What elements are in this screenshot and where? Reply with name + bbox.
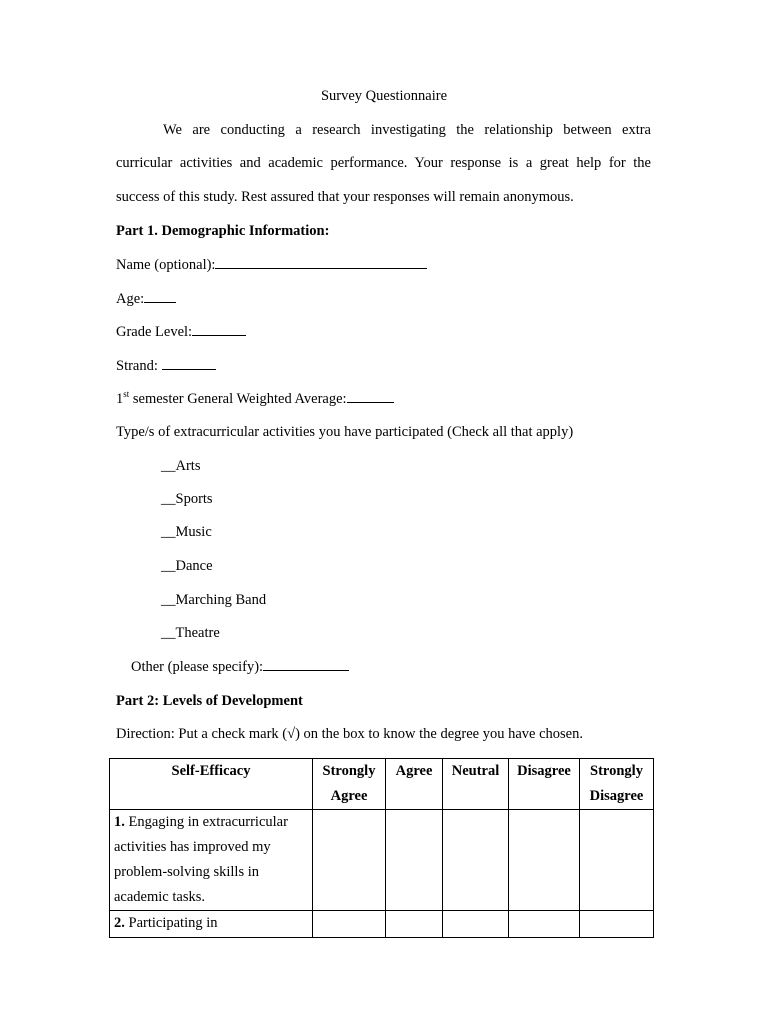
intro-line-3: success of this study. Rest assured that your responses will remain anonymous. (116, 189, 574, 205)
check-box-disagree[interactable] (509, 810, 580, 911)
header-strongly-disagree: Strongly Disagree (580, 759, 654, 810)
grade-label: Grade Level: (116, 324, 193, 340)
name-label: Name (optional): (116, 257, 216, 273)
activities-prompt: Type/s of extracurricular activities you have participated (Check all that apply) (116, 424, 574, 440)
grade-blank[interactable] (192, 322, 246, 336)
intro-line-1: We are conducting a research investigating the relationship between extra (163, 122, 651, 138)
other-blank[interactable] (263, 657, 349, 671)
check-box-agree[interactable] (386, 911, 443, 938)
check-box-neutral[interactable] (443, 911, 509, 938)
check-box-strongly-agree[interactable] (313, 810, 386, 911)
direction-text: Direction: Put a check mark (√) on the box to know the degree you have chosen. (116, 726, 583, 742)
header-agree: Agree (386, 759, 443, 810)
name-field (116, 255, 427, 274)
self-efficacy-table (109, 758, 654, 938)
intro-line-2: curricular activities and academic performance. Your response is a great help for the (116, 155, 651, 171)
activity-dance[interactable]: __Dance (161, 558, 213, 574)
other-field (131, 657, 349, 676)
check-box-neutral[interactable] (443, 810, 509, 911)
gwa-ordinal: 1 (116, 391, 124, 407)
name-blank[interactable] (215, 255, 427, 269)
age-field (116, 289, 176, 308)
header-self-efficacy: Self-Efficacy (110, 759, 313, 810)
strand-label: Strand: (116, 358, 162, 374)
part1-heading: Part 1. Demographic Information: (116, 223, 330, 239)
statement-text: Engaging in extracurricular activities has improved my problem-solving skills in academic tasks. (114, 814, 288, 905)
statement-cell (110, 911, 313, 938)
check-box-strongly-disagree[interactable] (580, 911, 654, 938)
check-box-strongly-agree[interactable] (313, 911, 386, 938)
age-blank[interactable] (144, 289, 176, 303)
strand-field (116, 356, 216, 375)
statement-number: 1. (114, 814, 125, 830)
table-header-row (110, 759, 654, 810)
activity-music[interactable]: __Music (161, 524, 212, 540)
check-box-disagree[interactable] (509, 911, 580, 938)
check-box-strongly-disagree[interactable] (580, 810, 654, 911)
check-box-agree[interactable] (386, 810, 443, 911)
statement-cell (110, 810, 313, 911)
grade-field (116, 322, 246, 341)
statement-text: Participating in (124, 915, 218, 931)
gwa-suffix: st (123, 389, 130, 399)
table-row (110, 911, 654, 938)
header-disagree: Disagree (509, 759, 580, 810)
activity-arts[interactable]: __Arts (161, 458, 201, 474)
gwa-label: semester General Weighted Average: (129, 391, 347, 407)
activity-theatre[interactable]: __Theatre (161, 625, 220, 641)
gwa-blank[interactable] (347, 389, 394, 403)
part2-heading: Part 2: Levels of Development (116, 693, 303, 709)
activity-marching-band[interactable]: __Marching Band (161, 592, 267, 608)
activity-sports[interactable]: __Sports (161, 491, 213, 507)
table-row (110, 810, 654, 911)
header-neutral: Neutral (443, 759, 509, 810)
age-label: Age: (116, 291, 145, 307)
page-title: Survey Questionnaire (320, 88, 448, 104)
header-strongly-agree: Strongly Agree (313, 759, 386, 810)
other-label: Other (please specify): (131, 659, 264, 675)
gwa-field (116, 389, 394, 409)
statement-number: 2. (114, 915, 125, 931)
strand-blank[interactable] (162, 356, 216, 370)
